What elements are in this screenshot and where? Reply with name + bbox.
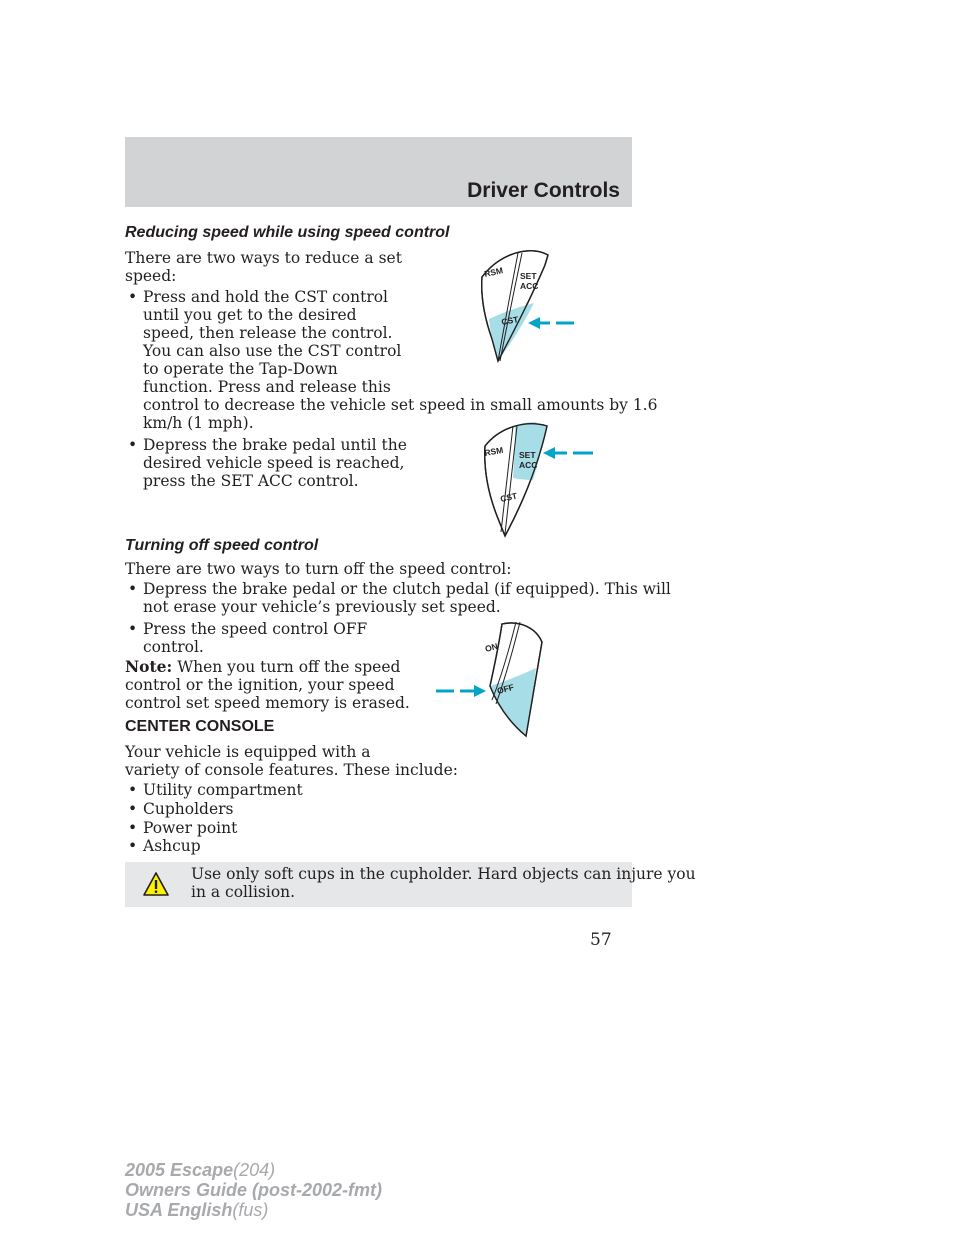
reducing-b1-line-6: function. Press and release this [143, 378, 391, 396]
speed-control-on-off-diagram [432, 620, 552, 740]
warning-line-1: Use only soft cups in the cupholder. Hard objects can injure you [191, 865, 696, 883]
reducing-b1-line-2: until you get to the desired [143, 306, 357, 324]
acc-label: ACC [519, 460, 538, 470]
reducing-b1-line-5: to operate the Tap-Down [143, 360, 338, 378]
speed-control-set-acc-diagram [475, 420, 600, 540]
bullet-dot: • [128, 781, 138, 799]
footer-line-3 [125, 1200, 268, 1221]
page-number: 57 [590, 930, 612, 950]
feature-item: Utility compartment [143, 781, 303, 799]
set-label: SET [520, 271, 537, 281]
arrow-icon [436, 685, 486, 697]
turning-off-b1-line-1: Depress the brake pedal or the clutch pedal (if equipped). This will [143, 580, 671, 598]
center-console-heading: CENTER CONSOLE [125, 718, 275, 735]
rsm-label: RSM [483, 444, 504, 458]
note-line-2: control or the ignition, your speed [125, 676, 395, 694]
footer-model: 2005 Escape [125, 1160, 234, 1180]
reducing-b2-line-2: desired vehicle speed is reached, [143, 454, 405, 472]
arrow-icon [528, 317, 574, 329]
header-band [125, 137, 632, 207]
reducing-b1-line-4: You can also use the CST control [143, 342, 402, 360]
reducing-intro-line-2: speed: [125, 267, 177, 285]
reducing-b1-line-8: km/h (1 mph). [143, 414, 254, 432]
reducing-b1-line-1: Press and hold the CST control [143, 288, 389, 306]
reducing-b1-line-7: control to decrease the vehicle set speed in small amounts by 1.6 [143, 396, 658, 414]
reducing-speed-heading: Reducing speed while using speed control [125, 224, 450, 241]
bullet-dot: • [128, 800, 138, 818]
note-line-1 [125, 658, 400, 676]
bullet-dot: • [128, 819, 138, 837]
note-line-3: control set speed memory is erased. [125, 694, 410, 712]
note-label: Note: [125, 657, 173, 676]
footer-model-code: (204) [233, 1160, 276, 1180]
feature-item: Cupholders [143, 800, 234, 818]
footer-line-1 [125, 1160, 275, 1181]
reducing-b2-line-1: Depress the brake pedal until the [143, 436, 407, 454]
set-label: SET [519, 450, 536, 460]
turning-off-heading: Turning off speed control [125, 537, 319, 554]
warning-icon [142, 871, 170, 897]
bullet-dot: • [128, 620, 138, 638]
reducing-b2-line-3: press the SET ACC control. [143, 472, 359, 490]
warning-box [125, 862, 696, 907]
feature-item: Power point [143, 819, 238, 837]
turning-off-b2-line-1: Press the speed control OFF [143, 620, 368, 638]
turning-off-b2-line-2: control. [143, 638, 204, 656]
console-intro-line-2: variety of console features. These include: [125, 761, 458, 779]
bullet-dot: • [128, 288, 138, 306]
reducing-b1-line-3: speed, then release the control. [143, 324, 393, 342]
feature-item: Ashcup [143, 837, 201, 855]
footer-line-2: Owners Guide (post-2002-fmt) [125, 1180, 383, 1200]
arrow-icon [543, 447, 593, 459]
note-text-1: When you turn off the speed [177, 658, 401, 676]
cst-label: CST [499, 490, 519, 504]
footer-language: USA English [125, 1200, 233, 1220]
on-label: ON [483, 640, 499, 654]
footer-language-code: (fus) [232, 1200, 269, 1220]
bullet-dot: • [128, 580, 138, 598]
console-intro-line-1: Your vehicle is equipped with a [125, 743, 371, 761]
acc-label: ACC [520, 281, 539, 291]
speed-control-cst-diagram [470, 245, 580, 365]
reducing-intro-line-1: There are two ways to reduce a set [125, 249, 402, 267]
section-title: Driver Controls [467, 179, 620, 202]
turning-off-intro: There are two ways to turn off the speed control: [125, 560, 512, 578]
off-label: OFF [495, 681, 515, 696]
rsm-label: RSM [483, 265, 504, 279]
cst-label: CST [500, 314, 520, 327]
bullet-dot: • [128, 436, 138, 454]
turning-off-b1-line-2: not erase your vehicle’s previously set speed. [143, 598, 501, 616]
bullet-dot: • [128, 837, 138, 855]
warning-line-2: in a collision. [191, 883, 296, 901]
